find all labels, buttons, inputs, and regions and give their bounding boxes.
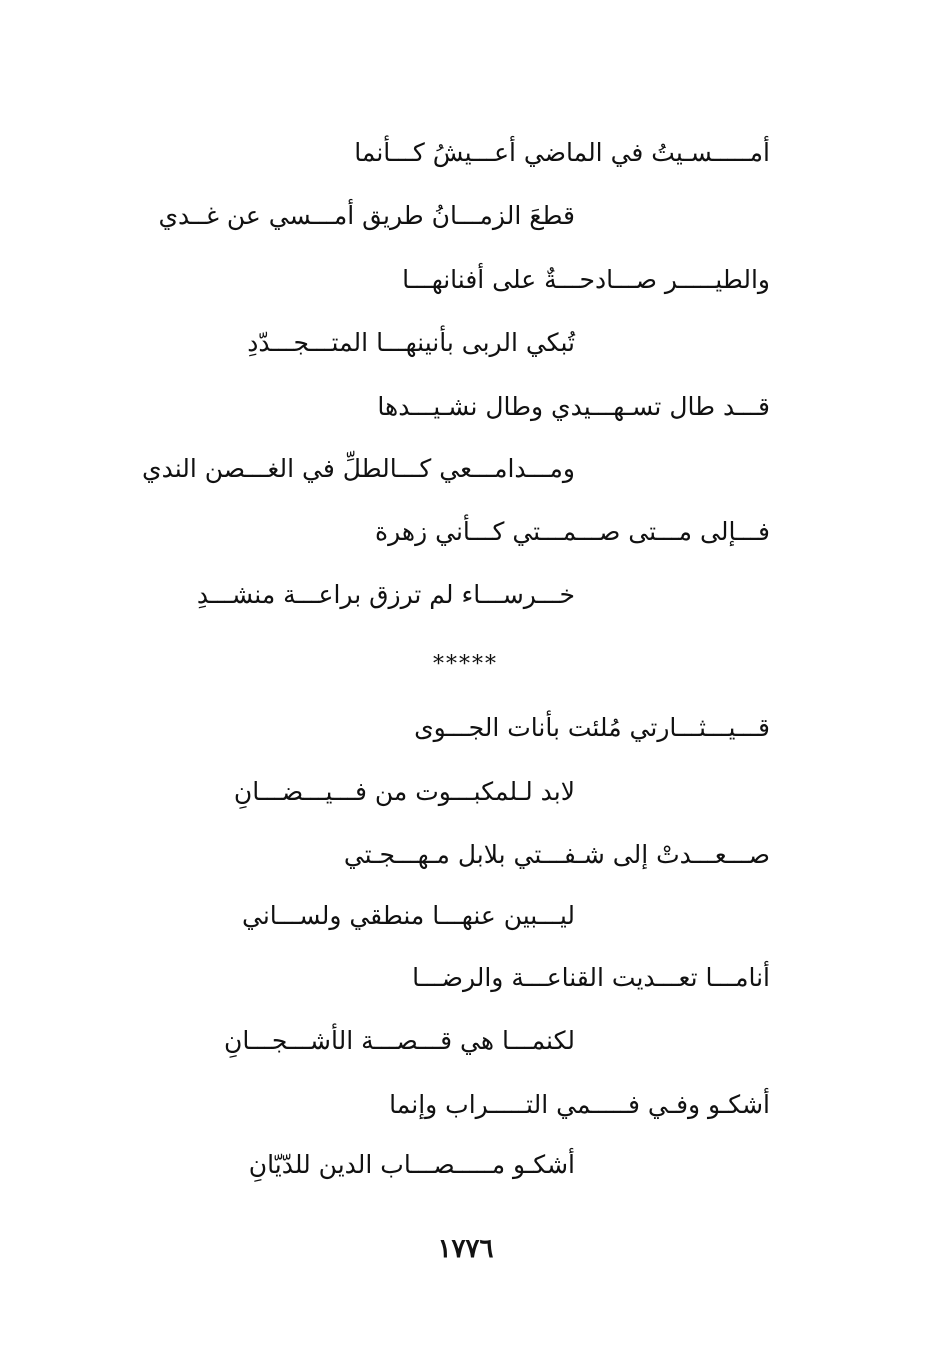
verse-line-15: أشكـو وفـي فـــــمي التـــــراب وإنما xyxy=(389,1090,770,1119)
verse-line-11: صـــعـــدتْ إلى شـفـــتي بلابل مـهـــجـتي xyxy=(343,840,770,869)
verse-line-9: قـــيـــثـــارتي مُلئت بأنات الجـــوى xyxy=(414,713,770,742)
verse-line-16: أشكـو مـــــصـــاب الدين للدّيّانِ xyxy=(248,1150,575,1179)
page-number: ١٧٧٦ xyxy=(437,1234,494,1264)
verse-line-6: ومـــدامـــعي كـــالطلِّ في الغـــصن الندي xyxy=(142,454,575,483)
verse-line-5: قـــد طال تسـهـــيدي وطال نشـيـــدها xyxy=(377,392,770,421)
verse-line-4: تُبكي الربى بأنينهـــا المتـــجـــدّدِ xyxy=(247,328,575,357)
verse-line-3: والطيـــــر صـــادحـــةٌ على أفنانهـــا xyxy=(402,265,770,294)
verse-line-2: قطعَ الزمـــانُ طريق أمـــسي عن غــدي xyxy=(158,201,575,230)
verse-line-14: لكنمـــا هي قـــصـــة الأشـــجـــانِ xyxy=(223,1026,575,1055)
stanza-separator: ***** xyxy=(433,652,498,677)
verse-line-7: فـــإلى مـــتى صـــمـــتي كـــأني زهرة xyxy=(375,517,770,546)
verse-line-13: أنامـــا تعـــديت القناعـــة والرضـــا xyxy=(412,963,770,992)
verse-line-10: لابد لـلمكبـــوت من فـــيـــضـــانِ xyxy=(233,777,575,806)
verse-line-1: أمـــــسـيتُ في الماضي أعـــيشُ كـــأنما xyxy=(354,138,770,167)
verse-line-12: ليـــبين عنهـــا منطقي ولســـاني xyxy=(242,901,575,930)
verse-line-8: خـــرســـاء لم ترزق براعـــة منشـــدِ xyxy=(196,580,575,609)
